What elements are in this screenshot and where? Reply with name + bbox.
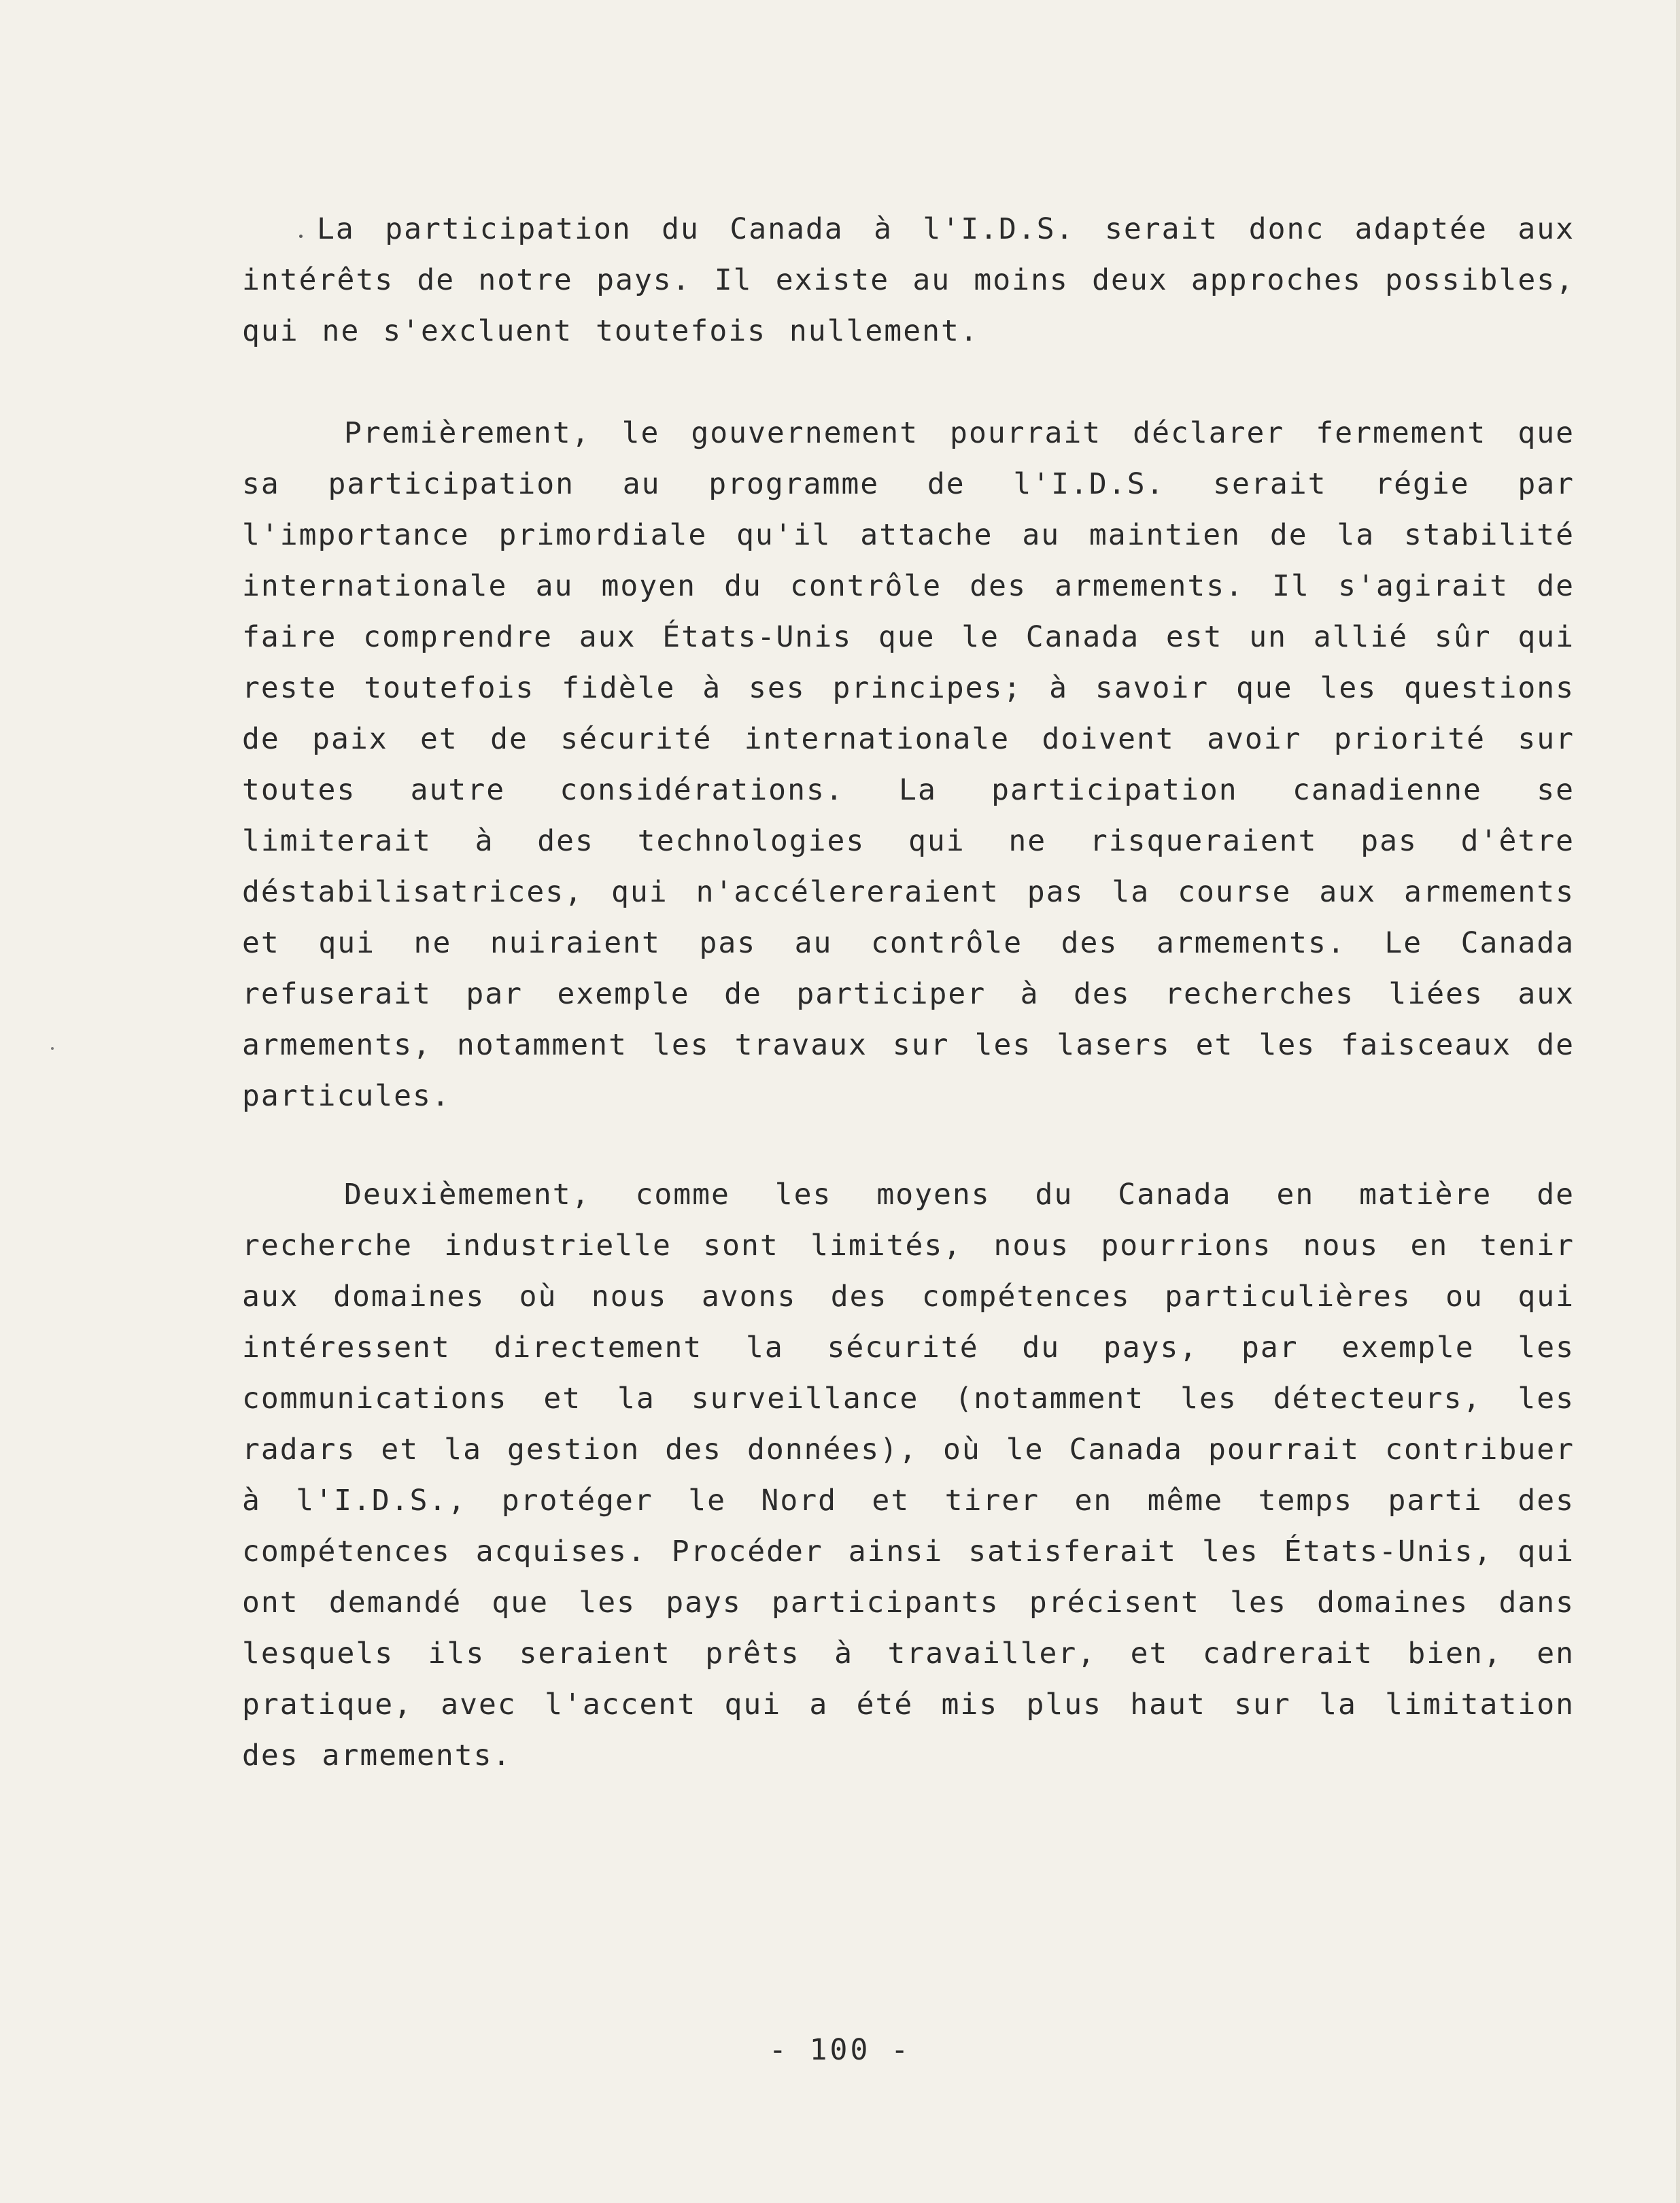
margin-speck: [51, 1047, 54, 1050]
paragraph-intro: La participation du Canada à l'I.D.S. serait donc adaptée aux intérêts de notre pays. Il existe au moins deux approches possibles, qui ne s'excluent toutefois nullement.: [242, 212, 1575, 348]
page-number: - 100 -: [768, 2033, 912, 2067]
paragraph-deuxiemement: Deuxièmement, comme les moyens du Canada en matière de recherche industrielle sont limités, nous pourrions nous en tenir aux domaines où nous avons des compétences particulières ou qui intéressent directement la sécurité du pays, par exemple les communications et la surveillance (notamment les détecteurs, les radars et la gestion des données), où le Canada pourrait contribuer à l'I.D.S., protéger le Nord et tirer en même temps parti des compétences acquises. Procéder ainsi satisferait les États-Unis, qui ont demandé que les pays participants précisent les domaines dans lesquels ils seraient prêts à travailler, et cadrerait bien, en pratique, avec l'accent qui a été mis plus haut sur la limitation des armements.: [242, 1178, 1575, 1773]
paragraph-premierement: Premièrement, le gouvernement pourrait déclarer fermement que sa participation au programme de l'I.D.S. serait régie par l'importance primordiale qu'il attache au maintien de la stabilité internationale au moyen du contrôle des armements. Il s'agirait de faire comprendre aux États-Unis que le Canada est un allié sûr qui reste toutefois fidèle à ses principes; à savoir que les questions de paix et de sécurité internationale doivent avoir priorité sur toutes autre considérations. La participation canadienne se limiterait à des technologies qui ne risqueraient pas d'être déstabilisatrices, qui n'accélereraient pas la course aux armements et qui ne nuiraient pas au contrôle des armements. Le Canada refuserait par exemple de participer à des recherches liées aux armements, notamment les travaux sur les lasers et les faisceaux de particules.: [242, 416, 1575, 1113]
page-edge-shadow: [1676, 0, 1680, 2203]
